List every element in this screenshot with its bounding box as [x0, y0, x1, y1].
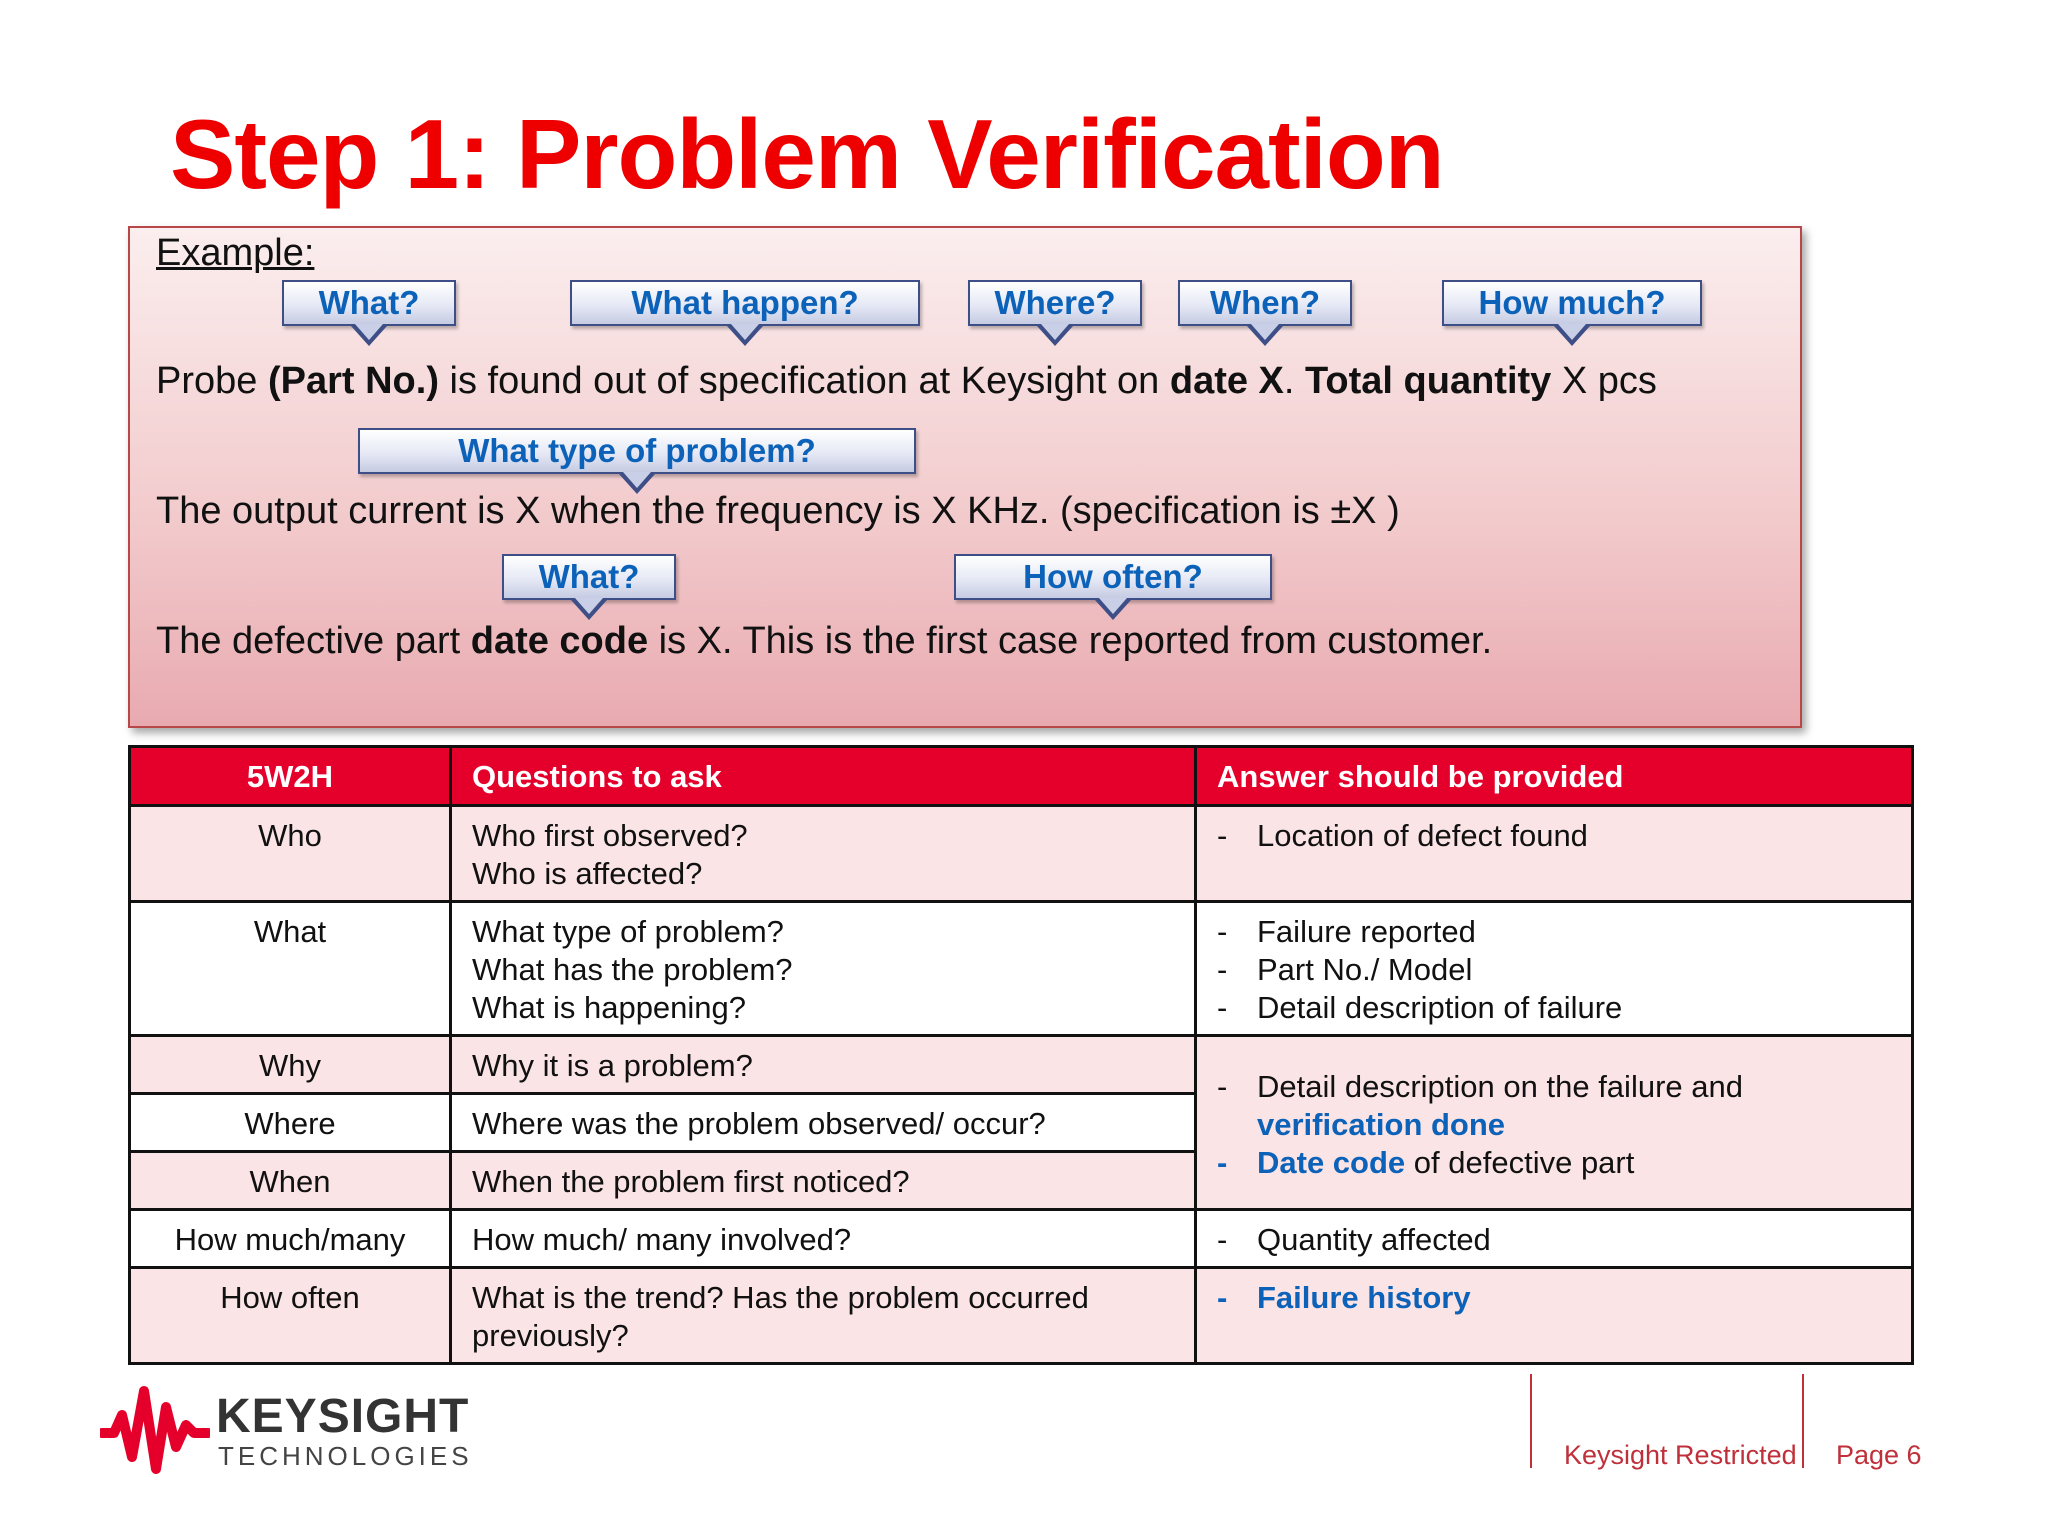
- row-key: Where: [130, 1094, 451, 1152]
- down-arrow-icon: [351, 326, 387, 346]
- keysight-logo: [100, 1385, 473, 1480]
- table-row-how-much: [130, 1210, 1913, 1268]
- dash: -: [1217, 1144, 1228, 1180]
- dash: -: [1217, 990, 1228, 1025]
- table-row-how-often: [130, 1268, 1913, 1364]
- row-questions: What is the trend? Has the problem occurred previously?: [451, 1268, 1196, 1364]
- answer-highlight: Failure history: [1257, 1280, 1471, 1315]
- callout-label: What?: [538, 558, 640, 595]
- header-questions: Questions to ask: [451, 747, 1196, 806]
- row-questions: [451, 902, 1196, 1036]
- row-key: When: [130, 1152, 451, 1210]
- row-questions: [451, 806, 1196, 902]
- 5w2h-table: [128, 745, 1914, 1365]
- text-bold: date code: [470, 620, 649, 662]
- callout-how-much: [1442, 280, 1702, 326]
- row-questions: Why it is a problem?: [451, 1036, 1196, 1094]
- text-segment: is found out of specification at Keysight on: [438, 360, 1170, 402]
- keysight-wave-icon: [100, 1385, 210, 1475]
- down-arrow-icon: [727, 326, 763, 346]
- answer-highlight: Date code: [1257, 1144, 1406, 1180]
- callout-how-often: [954, 554, 1272, 600]
- callout-what: [282, 280, 456, 326]
- table-row-what: [130, 902, 1913, 1036]
- table-row-who: [130, 806, 1913, 902]
- logo-name: KEYSIGHT: [216, 1390, 470, 1443]
- row-questions: When the problem first noticed?: [451, 1152, 1196, 1210]
- text-segment: Probe: [156, 360, 268, 402]
- callout-what-2: [502, 554, 676, 600]
- callout-label: What type of problem?: [458, 432, 816, 469]
- text-segment: .: [1283, 360, 1306, 402]
- row-answer-merged: [1196, 1036, 1913, 1210]
- answer-text: of defective part: [1405, 1144, 1635, 1180]
- footer-divider: [1530, 1374, 1532, 1468]
- example-line-1: [156, 360, 1657, 403]
- header-5w2h: 5W2H: [130, 747, 451, 806]
- header-answer: Answer should be provided: [1196, 747, 1913, 806]
- down-arrow-icon: [1095, 600, 1131, 620]
- answer-text: Detail description of failure: [1257, 990, 1623, 1025]
- text-bold: (Part No.): [267, 360, 439, 402]
- page-number: Page 6: [1836, 1440, 1922, 1470]
- logo-subtitle: TECHNOLOGIES: [218, 1441, 473, 1471]
- row-answer: [1196, 1268, 1913, 1364]
- answer-text: Quantity affected: [1257, 1222, 1491, 1257]
- row-key: Who: [130, 806, 451, 902]
- text-segment: is X. This is the first case reported from customer.: [648, 620, 1493, 662]
- answer-text: Detail description on the failure and: [1257, 1068, 1743, 1104]
- row-key: What: [130, 902, 451, 1036]
- down-arrow-icon: [571, 600, 607, 620]
- row-questions: Where was the problem observed/ occur?: [451, 1094, 1196, 1152]
- page-title: Step 1: Problem Verification: [170, 99, 1444, 209]
- example-line-2: The output current is X when the frequency is X KHz. (specification is ±X ): [156, 490, 1400, 532]
- footer-divider: [1802, 1374, 1804, 1468]
- callout-what-type: [358, 428, 916, 474]
- callout-what-happen: [570, 280, 920, 326]
- row-key: Why: [130, 1036, 451, 1094]
- question-text: What has the problem?: [472, 952, 793, 987]
- answer-text: Failure reported: [1257, 914, 1476, 949]
- callout-label: What?: [318, 284, 420, 321]
- example-line-3: [156, 620, 1492, 663]
- text-segment: X pcs: [1551, 360, 1657, 402]
- row-key: How often: [130, 1268, 451, 1364]
- row-key: How much/many: [130, 1210, 451, 1268]
- down-arrow-icon: [1037, 326, 1073, 346]
- callout-label: When?: [1210, 284, 1320, 321]
- table-header-row: [130, 747, 1913, 806]
- down-arrow-icon: [1247, 326, 1283, 346]
- down-arrow-icon: [1554, 326, 1590, 346]
- dash: -: [1217, 1222, 1228, 1257]
- table-row-why: [130, 1036, 1913, 1094]
- row-answer: [1196, 1210, 1913, 1268]
- answer-text: Part No./ Model: [1257, 952, 1473, 987]
- question-text: What is happening?: [472, 990, 747, 1025]
- dash: -: [1217, 914, 1228, 949]
- question-text: Who first observed?: [472, 818, 748, 853]
- dash: -: [1217, 818, 1228, 853]
- example-label: Example:: [156, 232, 315, 274]
- callout-when: [1178, 280, 1352, 326]
- callout-label: How much?: [1478, 284, 1666, 321]
- callout-label: Where?: [994, 284, 1116, 321]
- dash: -: [1217, 1280, 1228, 1315]
- callout-where: [968, 280, 1142, 326]
- text-segment: The defective part: [156, 620, 471, 662]
- text-bold: Total quantity: [1305, 360, 1552, 402]
- dash: -: [1217, 1068, 1228, 1104]
- row-answer: [1196, 902, 1913, 1036]
- row-questions: How much/ many involved?: [451, 1210, 1196, 1268]
- question-text: What type of problem?: [472, 914, 784, 949]
- question-text: Who is affected?: [472, 856, 703, 891]
- example-box: [128, 226, 1802, 728]
- answer-highlight: verification done: [1257, 1106, 1506, 1142]
- answer-text: Location of defect found: [1257, 818, 1588, 853]
- restricted-label: Keysight Restricted: [1564, 1440, 1797, 1470]
- dash: -: [1217, 952, 1228, 987]
- callout-label: What happen?: [631, 284, 859, 321]
- callout-label: How often?: [1023, 558, 1203, 595]
- text-bold: date X: [1169, 360, 1284, 402]
- row-answer: [1196, 806, 1913, 902]
